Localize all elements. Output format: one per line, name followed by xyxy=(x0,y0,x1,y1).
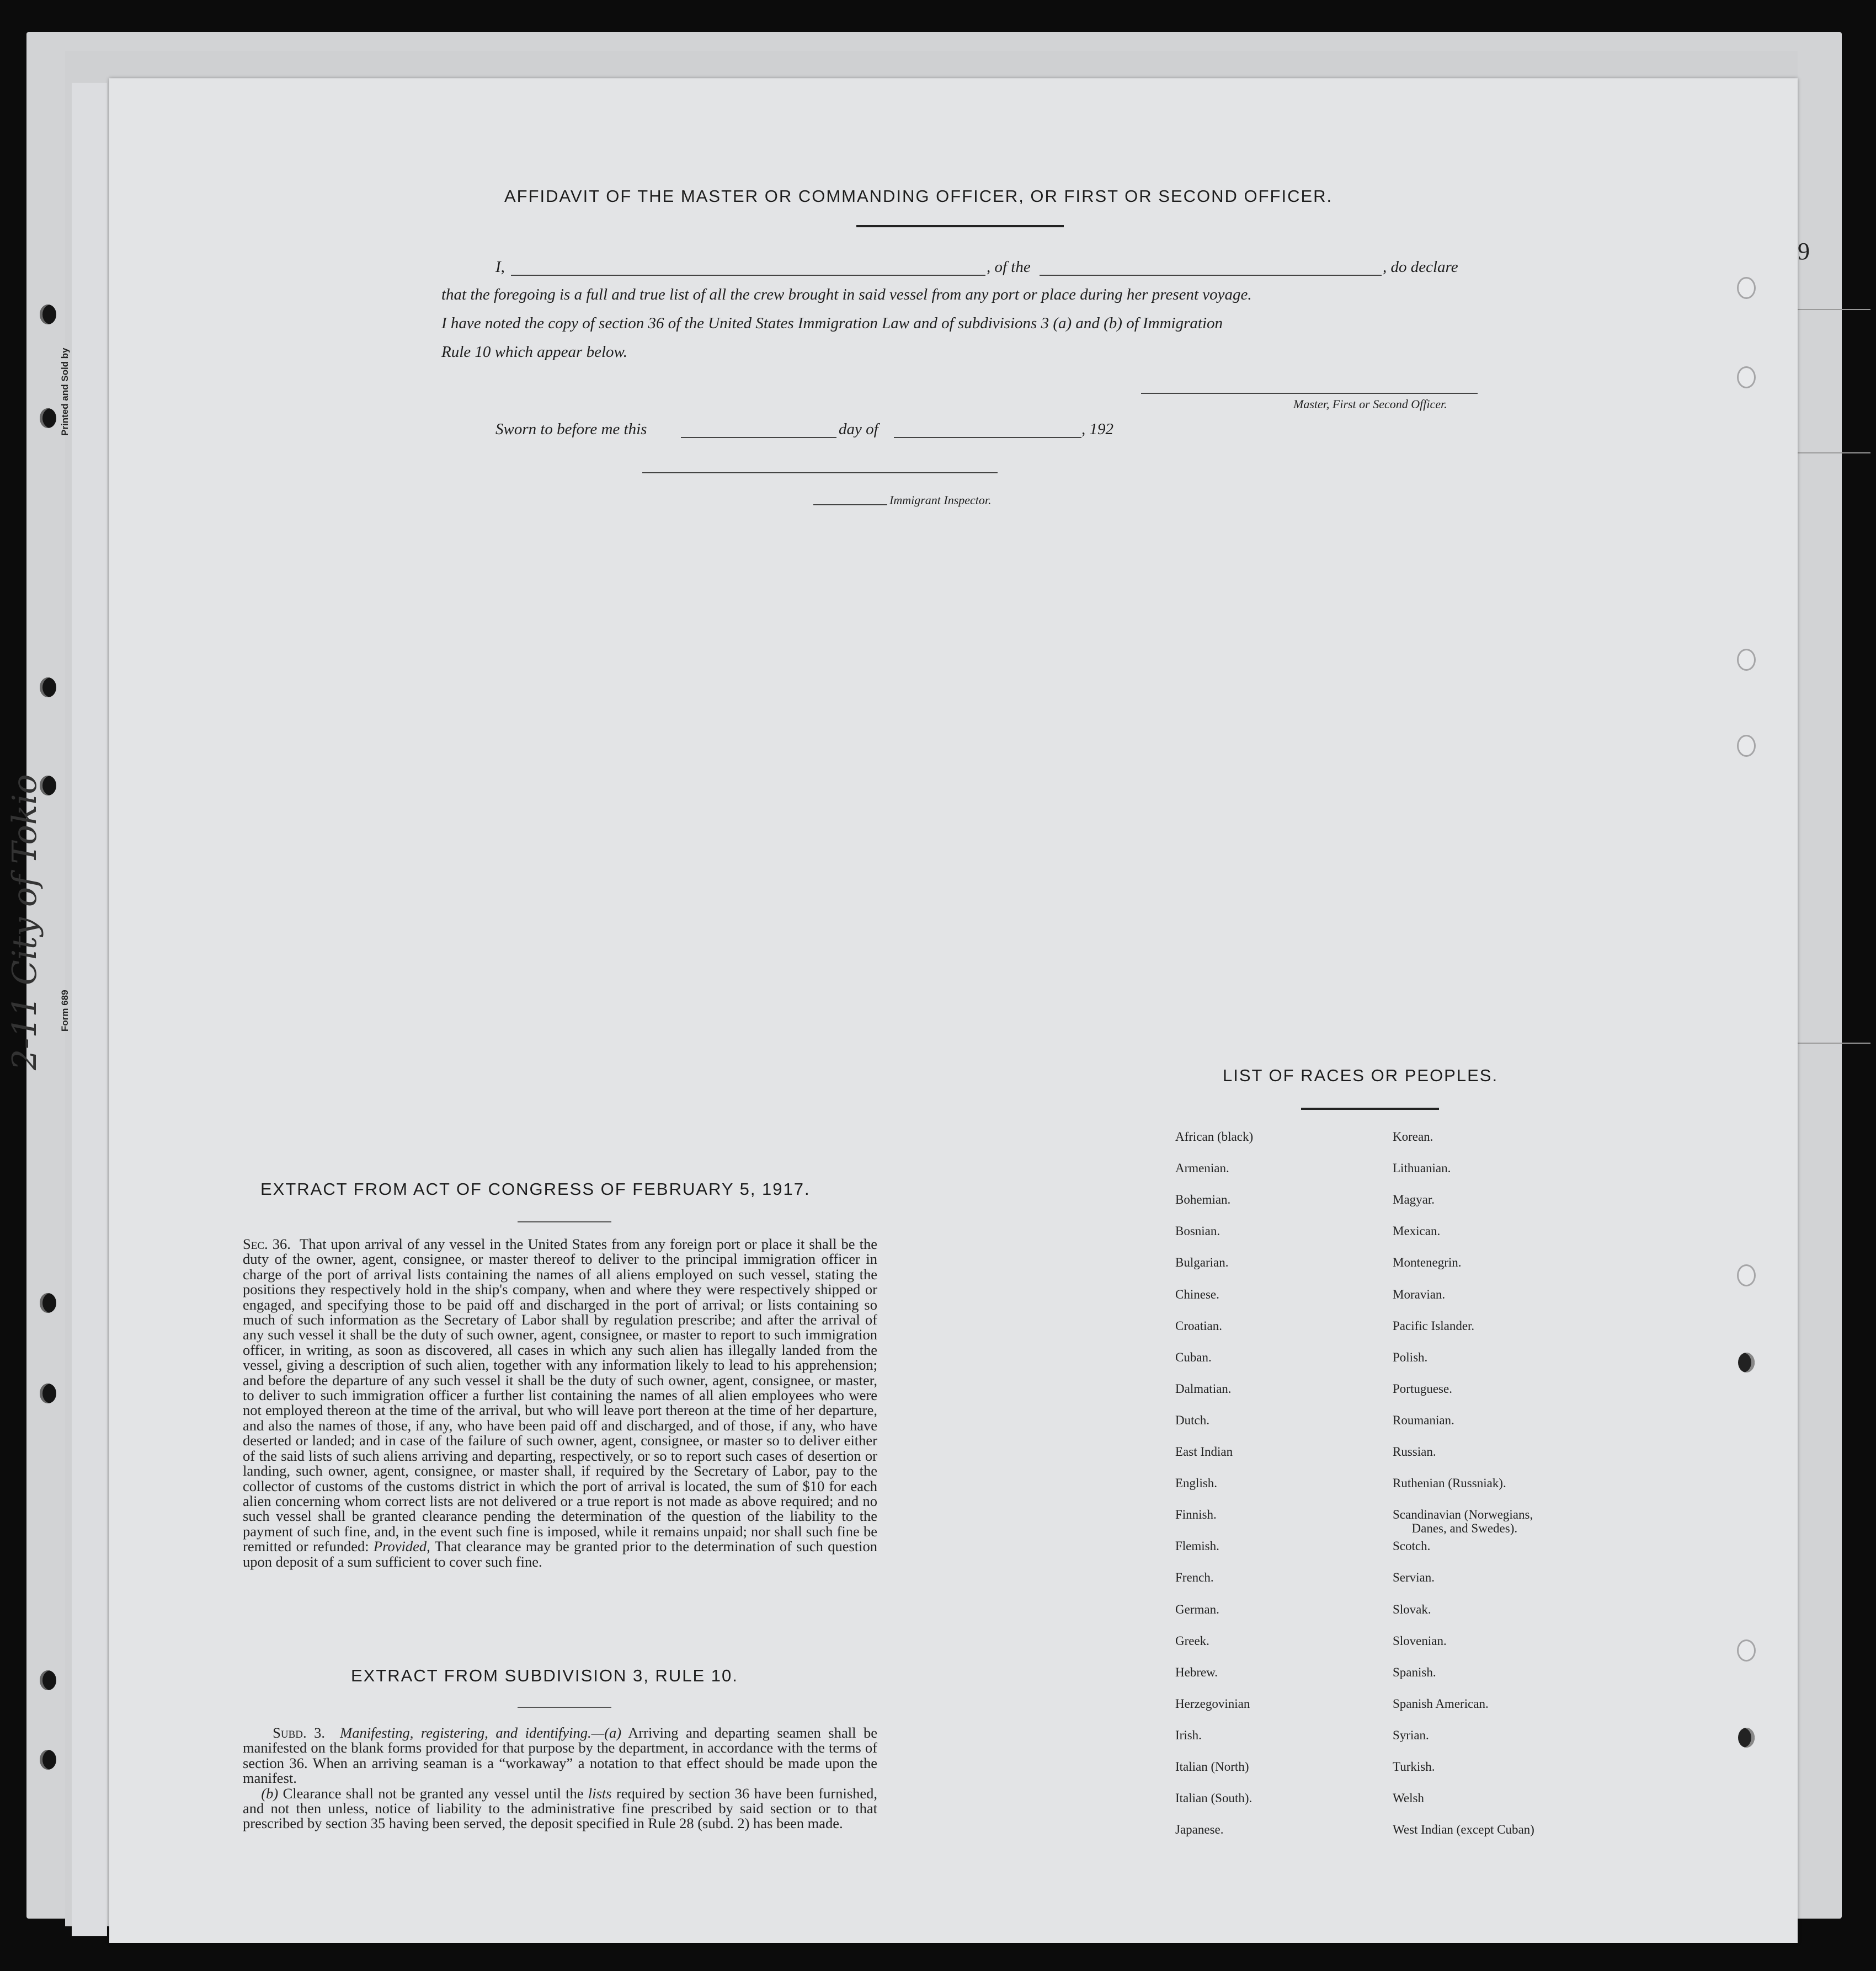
race-entry: German. xyxy=(1175,1603,1219,1616)
affidavit-page xyxy=(109,78,1798,1943)
race-entry: Slovak. xyxy=(1393,1603,1431,1616)
race-entry: Flemish. xyxy=(1175,1539,1219,1553)
affidavit-title: AFFIDAVIT OF THE MASTER OR COMMANDING OFFICER, OR FIRST OR SECOND OFFICER. xyxy=(504,186,1333,206)
race-entry: Hebrew. xyxy=(1175,1665,1218,1679)
sworn-month-blank[interactable] xyxy=(894,437,1081,438)
race-entry: English. xyxy=(1175,1476,1218,1490)
race-entry: Cuban. xyxy=(1175,1350,1212,1364)
race-entry: Armenian. xyxy=(1175,1161,1229,1175)
race-entry: Lithuanian. xyxy=(1393,1161,1451,1175)
binding-hole xyxy=(1737,1639,1756,1662)
affidavit-i: I, xyxy=(495,258,505,276)
race-entry: Finnish. xyxy=(1175,1508,1217,1521)
binding-hole xyxy=(1737,366,1756,388)
vessel-name-blank[interactable] xyxy=(1040,275,1382,276)
binding-hole xyxy=(40,1384,56,1403)
race-entry: Slovenian. xyxy=(1393,1634,1447,1648)
race-entry: Chinese. xyxy=(1175,1288,1219,1301)
race-entry: West Indian (except Cuban) xyxy=(1393,1823,1534,1836)
binding-hole xyxy=(1737,735,1756,757)
race-entry: Mexican. xyxy=(1393,1224,1441,1238)
race-entry: Montenegrin. xyxy=(1393,1256,1462,1269)
title-rule xyxy=(856,225,1064,227)
act-title-rule xyxy=(518,1221,611,1222)
race-entry: Bosnian. xyxy=(1175,1224,1221,1238)
race-entry: Turkish. xyxy=(1393,1760,1435,1774)
race-entry: Bulgarian. xyxy=(1175,1256,1229,1269)
binding-hole xyxy=(40,1750,56,1770)
binding-hole xyxy=(40,1670,56,1690)
binding-hole xyxy=(40,677,56,697)
race-entry: Magyar. xyxy=(1393,1193,1435,1206)
race-entry: Irish. xyxy=(1175,1728,1202,1742)
rule-extract-title: EXTRACT FROM SUBDIVISION 3, RULE 10. xyxy=(351,1666,738,1685)
race-entry: Ruthenian (Russniak). xyxy=(1393,1476,1506,1490)
binding-hole xyxy=(40,408,56,428)
race-entry: Moravian. xyxy=(1393,1288,1446,1301)
section-36-text: Sec. 36. That upon arrival of any vessel in the United States from any foreign port or place it shall be the duty of the owner, agent, consignee, or master thereof to deliver to the principal immigration officer in charge of the port of arrival lists containing the names of all aliens employed on such vessel, stating the positions they respectively hold in the ship's company, when and where they were respectively shipped or engaged, and specifying those to be paid off and discharged in the port of arrival; or lists containing so much of such information as the Secretary of Labor shall by regulation prescribe; and after the arrival of any such vessel it shall be the duty of such owner, agent, consignee, or master to report to such immigration officer, in writing, as soon as discovered, all cases in which any such alien has illegally landed from the vessel, giving a description of such alien, together with any information likely to lead to his apprehension; and before the departure of any such vessel it shall be the duty of such owner, agent, consignee, or master, to deliver to such immigration officer a further list containing the names of all alien employees who were not employed thereon at the time of the arrival, but who will leave port thereon at the time of her departure, and also the names of those, if any, who have been paid off and discharged, and of those, if any, who have deserted or landed; and in case of the failure of such owner, agent, consignee, or master so to deliver either of the said lists of such aliens arriving and departing, respectively, or so to report such cases of desertion or landing, such owner, agent, consignee, or master shall, if required by the Secretary of Labor, pay to the collector of customs of the customs district in which the port of arrival is located, the sum of $10 for each alien concerning whom correct lists are not delivered or a true report is not made as above required; and no such vessel shall be granted clearance pending the determination of the question of the liability to the payment of such fine, and, in the event such fine is imposed, while it remains unpaid; nor shall such fine be remitted or refunded: Provided, That clearance may be granted prior to the determination of such question upon deposit of a sum sufficient to cover such fine. xyxy=(243,1236,877,1570)
printer-credit: Printed and Sold by xyxy=(60,348,70,436)
affidavit-of-the: , of the xyxy=(987,258,1031,276)
binding-hole xyxy=(1738,1353,1755,1372)
race-entry: Welsh xyxy=(1393,1791,1424,1805)
binding-hole xyxy=(1737,277,1756,299)
races-title-rule xyxy=(1301,1108,1439,1110)
affidavit-do-declare: , do declare xyxy=(1383,258,1458,276)
race-entry: Bohemian. xyxy=(1175,1193,1231,1206)
act-extract-title: EXTRACT FROM ACT OF CONGRESS OF FEBRUARY 5, 1917. xyxy=(260,1179,811,1199)
race-entry: Dutch. xyxy=(1175,1413,1209,1427)
signature-caption: Master, First or Second Officer. xyxy=(1293,397,1447,411)
inspector-caption: Immigrant Inspector. xyxy=(889,493,992,507)
page-number: 9 xyxy=(1798,238,1810,265)
race-entry: Spanish American. xyxy=(1393,1697,1489,1711)
race-entry: Pacific Islander. xyxy=(1393,1319,1475,1333)
race-entry: Korean. xyxy=(1393,1130,1433,1144)
race-entry: African (black) xyxy=(1175,1130,1254,1144)
rule-title-rule xyxy=(518,1707,611,1708)
race-entry: Scandinavian (Norwegians, Danes, and Swedes). xyxy=(1393,1508,1533,1535)
subdivision-3-text: Subd. 3. Manifesting, registering, and identifying.—(a) Arriving and departing seamen shall be manifested on the blank forms provided for that purpose by the department, in accordance with the terms of section 36. When an arriving seaman is a “workaway” a notation to that effect should be made upon the manifest. (b) Clearance shall not be granted any vessel until the lists required by section 36 have been furnished, and not then unless, notice of liability to the administrative fine prescribed by said section or to that prescribed by section 35 having been served, the deposit specified in Rule 28 (subd. 2) has been made. xyxy=(243,1724,878,1832)
race-entry: Japanese. xyxy=(1175,1823,1224,1836)
affidavit-line-3: I have noted the copy of section 36 of the United States Immigration Law and of subdivisions 3 (a) and (b) of Immigration xyxy=(441,314,1223,332)
inspector-signature-line[interactable] xyxy=(642,472,998,473)
binding-hole xyxy=(1737,1264,1756,1286)
race-entry: Croatian. xyxy=(1175,1319,1222,1333)
races-title: LIST OF RACES OR PEOPLES. xyxy=(1223,1066,1499,1085)
race-entry: Scotch. xyxy=(1393,1539,1431,1553)
affidavit-line-4: Rule 10 which appear below. xyxy=(441,343,627,361)
sworn-day-of: day of xyxy=(839,420,878,438)
master-name-blank[interactable] xyxy=(511,275,985,276)
signature-line[interactable] xyxy=(1141,393,1478,394)
race-entry: Russian. xyxy=(1393,1445,1436,1459)
race-entry: Dalmatian. xyxy=(1175,1382,1232,1396)
sworn-year: , 192 xyxy=(1081,420,1113,438)
race-entry: Greek. xyxy=(1175,1634,1209,1648)
binding-hole xyxy=(1738,1728,1755,1748)
race-entry: Portuguese. xyxy=(1393,1382,1452,1396)
race-entry: Italian (North) xyxy=(1175,1760,1249,1774)
handwritten-annotation: 2-11 City of Tokio xyxy=(6,774,44,1070)
race-entry: Servian. xyxy=(1393,1571,1435,1584)
race-entry: Spanish. xyxy=(1393,1665,1436,1679)
binding-hole xyxy=(40,305,56,324)
binding-hole xyxy=(1737,649,1756,671)
race-entry: Italian (South). xyxy=(1175,1791,1253,1805)
sworn-day-blank[interactable] xyxy=(681,437,836,438)
race-entry: East Indian xyxy=(1175,1445,1233,1459)
form-number: Form 689 xyxy=(60,990,70,1032)
affidavit-line-2: that the foregoing is a full and true list of all the crew brought in said vessel from any port or place during her present voyage. xyxy=(441,286,1252,303)
binding-hole xyxy=(40,1293,56,1313)
race-entry: French. xyxy=(1175,1571,1214,1584)
race-entry: Syrian. xyxy=(1393,1728,1429,1742)
race-entry: Herzegovinian xyxy=(1175,1697,1250,1711)
race-entry: Roumanian. xyxy=(1393,1413,1454,1427)
sworn-prefix: Sworn to before me this xyxy=(495,420,647,438)
inspector-caption-leader xyxy=(813,504,887,505)
race-entry: Polish. xyxy=(1393,1350,1428,1364)
